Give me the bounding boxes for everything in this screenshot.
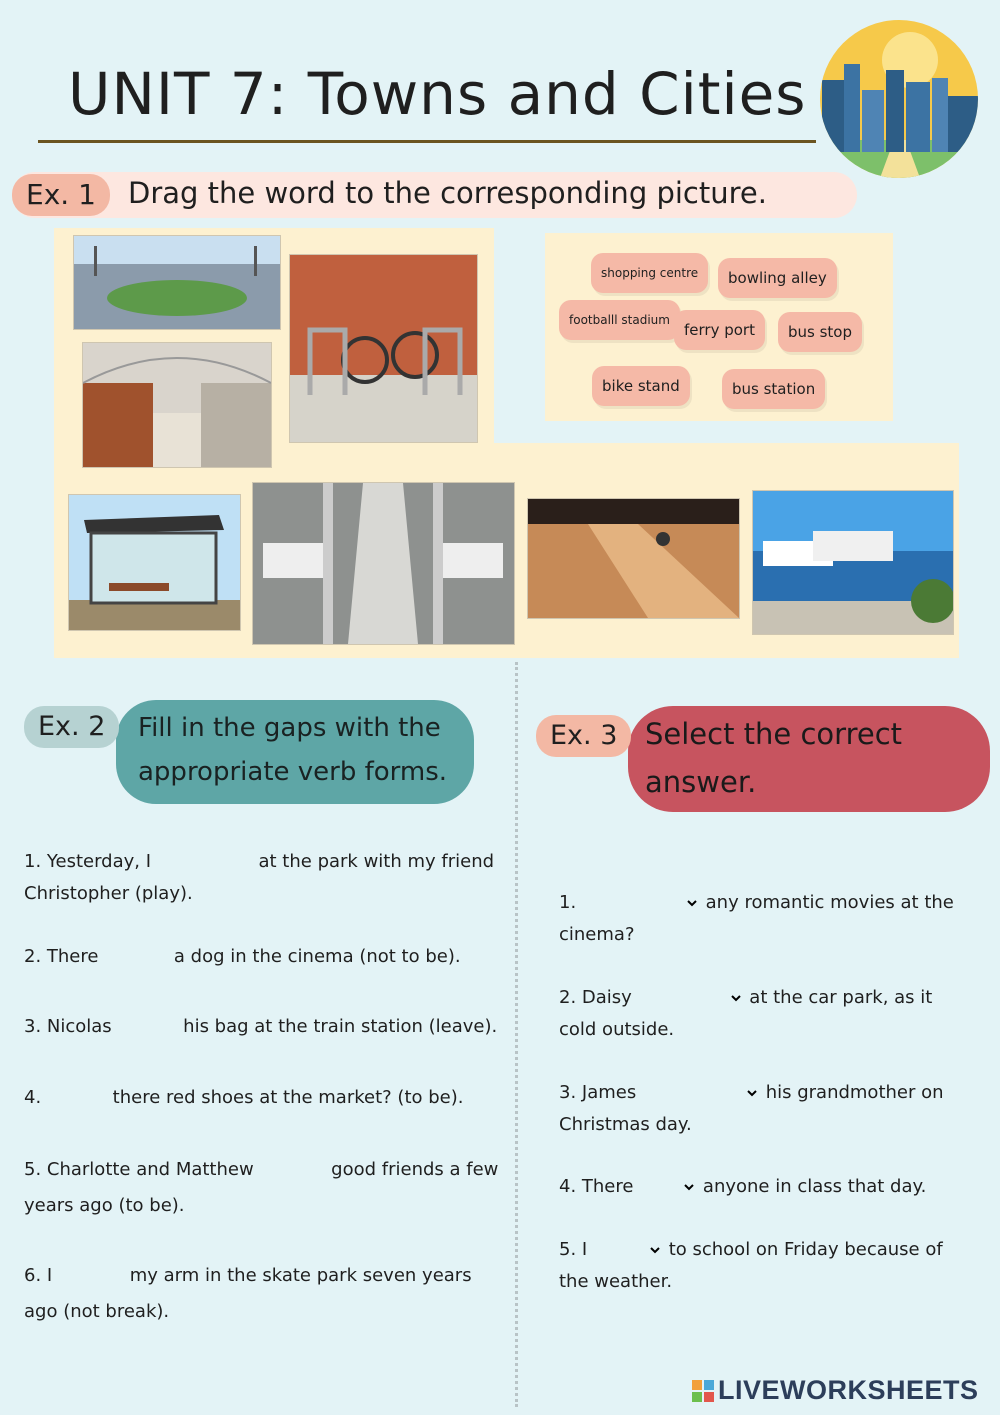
column-divider xyxy=(515,662,518,1407)
title-underline xyxy=(38,140,816,143)
answer-dropdown[interactable] xyxy=(593,1239,663,1261)
brand-name[interactable]: LIVEWORKSHEETS xyxy=(718,1375,979,1405)
ex3-question: 5. I to school on Friday because of the weather. xyxy=(559,1239,943,1292)
answer-gap[interactable] xyxy=(259,1158,325,1182)
city-skyline-logo xyxy=(820,20,978,178)
photo-ferry-port[interactable] xyxy=(752,490,954,635)
photo-football-stadium[interactable] xyxy=(73,235,281,330)
photo-shopping-centre[interactable] xyxy=(82,342,272,468)
ex3-label: Ex. 3 xyxy=(536,715,631,757)
ex2-question: 3. Nicolas his bag at the train station (leave). xyxy=(24,1016,498,1037)
word-card[interactable]: bus stop xyxy=(778,312,862,352)
ex2-question: 5. Charlotte and Matthew good friends a few years ago (to be). xyxy=(24,1159,499,1216)
photo-bus-station[interactable] xyxy=(252,482,515,645)
word-card[interactable]: bike stand xyxy=(592,366,690,406)
ex3-question: 1. any romantic movies at the cinema? xyxy=(559,892,954,945)
word-card[interactable]: bowling alley xyxy=(718,258,837,298)
ex1-label: Ex. 1 xyxy=(12,174,110,216)
word-card[interactable]: ferry port xyxy=(674,310,765,350)
ex3-question: 2. Daisy at the car park, as it cold outside. xyxy=(559,987,933,1040)
photo-bowling-alley[interactable] xyxy=(527,498,740,619)
ex2-question: 4. there red shoes at the market? (to be). xyxy=(24,1087,464,1108)
word-card[interactable]: bus station xyxy=(722,369,825,409)
ex1-instruction: Drag the word to the corresponding picture. xyxy=(128,176,767,210)
answer-gap[interactable] xyxy=(58,1264,124,1288)
photo-bus-stop[interactable] xyxy=(68,494,241,631)
answer-dropdown[interactable] xyxy=(639,1176,697,1198)
page-title: UNIT 7: Towns and Cities xyxy=(68,60,807,128)
answer-gap[interactable] xyxy=(117,1015,177,1039)
ex2-question: 6. I my arm in the skate park seven years ago (not break). xyxy=(24,1265,472,1322)
ex3-question: 3. James his grandmother on Christmas day. xyxy=(559,1082,944,1135)
answer-dropdown[interactable] xyxy=(642,1082,760,1104)
answer-gap[interactable] xyxy=(47,1086,107,1110)
answer-dropdown[interactable] xyxy=(638,987,744,1009)
answer-gap[interactable] xyxy=(157,850,253,874)
photo-bike-stand[interactable] xyxy=(289,254,478,443)
ex2-question: 2. There a dog in the cinema (not to be). xyxy=(24,946,461,967)
ex2-instruction: Fill in the gaps with the appropriate verb forms. xyxy=(138,713,448,787)
liveworksheets-logo-icon xyxy=(692,1380,714,1402)
ex2-question: 1. Yesterday, I at the park with my friend Christopher (play). xyxy=(24,851,495,904)
ex3-instruction: Select the correct answer. xyxy=(645,717,903,799)
answer-dropdown[interactable] xyxy=(582,892,700,914)
word-card[interactable]: shopping centre xyxy=(591,253,708,293)
word-card[interactable]: footballl stadium xyxy=(559,300,680,340)
ex2-label: Ex. 2 xyxy=(24,706,119,748)
answer-gap[interactable] xyxy=(104,945,168,969)
ex3-question: 4. There anyone in class that day. xyxy=(559,1176,927,1197)
